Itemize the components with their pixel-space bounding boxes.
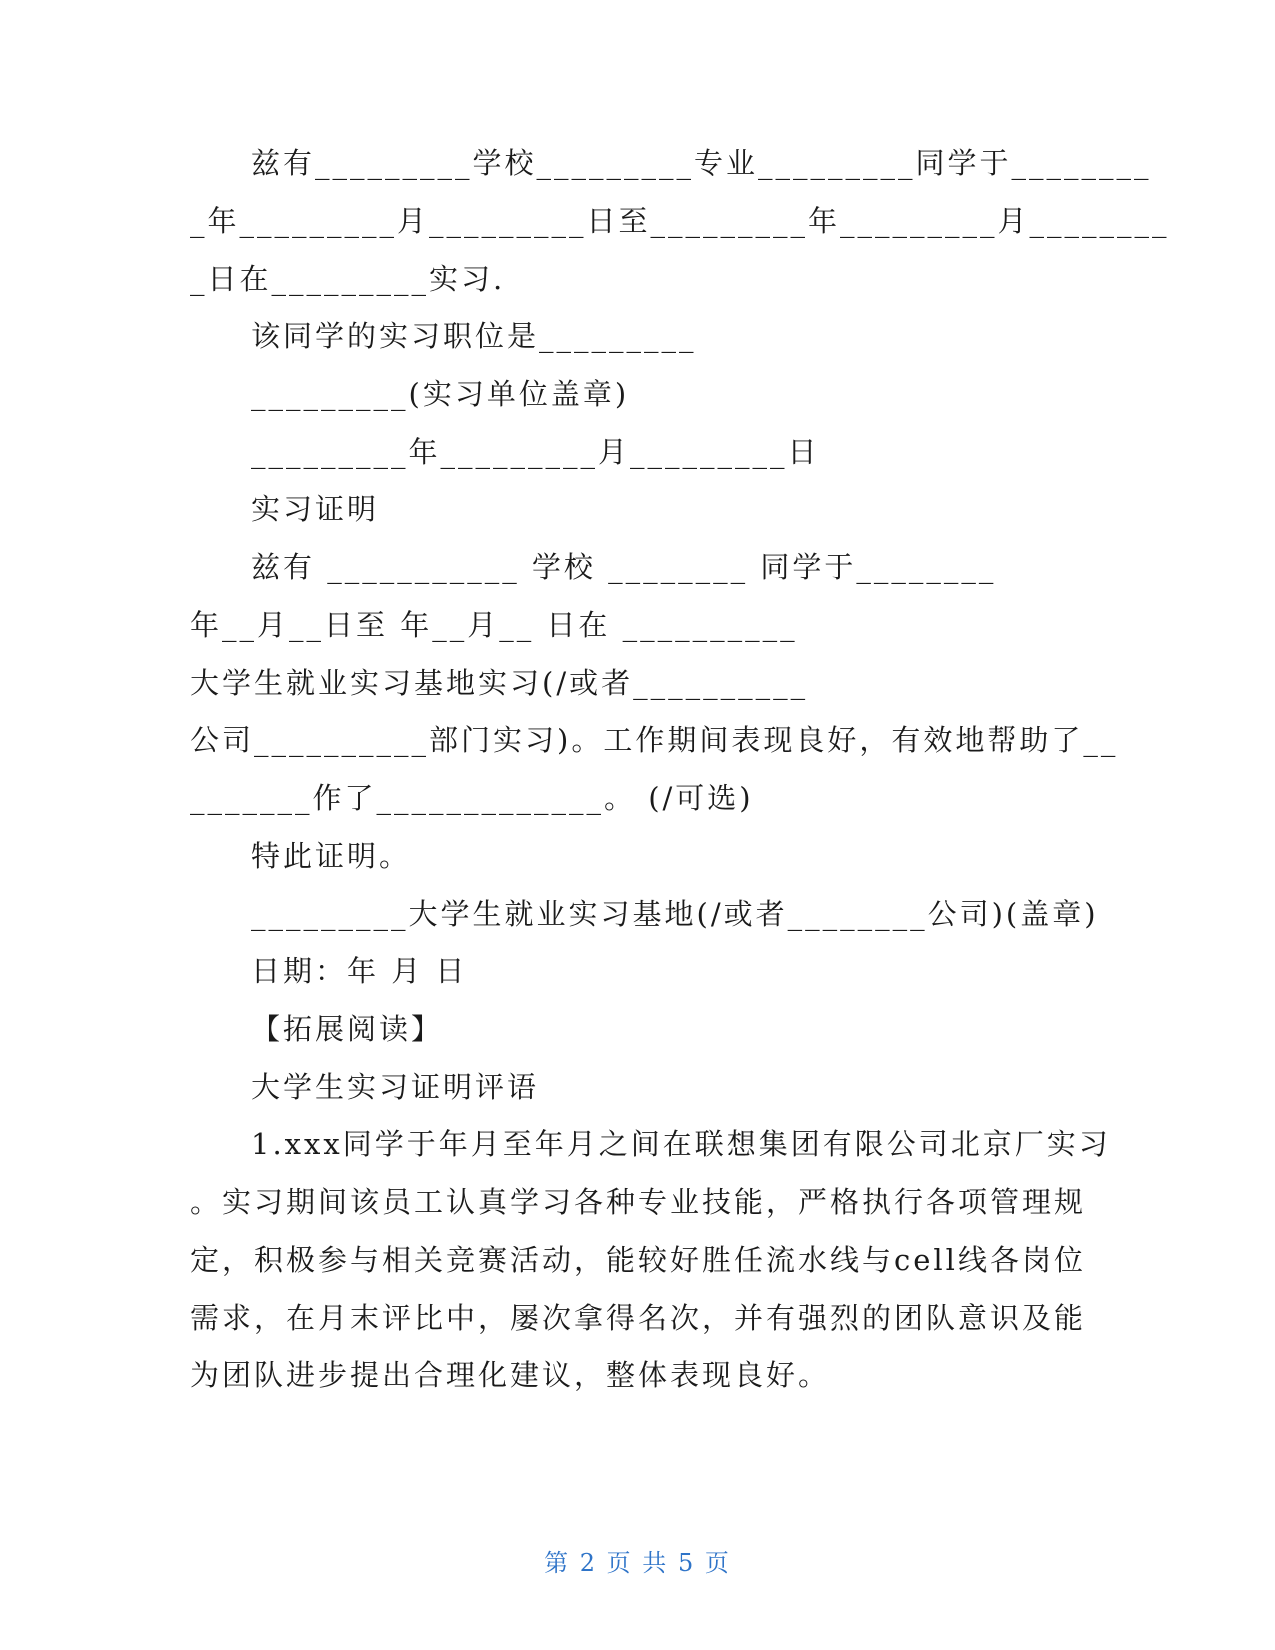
text-line-21: 需求，在月末评比中，屡次拿得名次，并有强烈的团队意识及能 xyxy=(190,1301,1087,1335)
section-heading-extended-reading: 【拓展阅读】 xyxy=(251,1012,444,1046)
text-line-3: _日在_________实习. xyxy=(190,262,506,296)
text-line-13: 特此证明。 xyxy=(251,839,412,873)
text-line-10: 大学生就业实习基地实习(/或者__________ xyxy=(190,666,809,700)
text-line-19: 。实习期间该员工认真学习各种专业技能，严格执行各项管理规 xyxy=(190,1185,1087,1219)
text-line-8: 兹有 ___________ 学校 ________ 同学于________ xyxy=(251,550,997,584)
text-line-5: _________(实习单位盖章) xyxy=(251,377,630,411)
section-heading-comments: 大学生实习证明评语 xyxy=(251,1070,540,1104)
text-line-1: 兹有_________学校_________专业_________同学于________ xyxy=(251,146,1152,180)
section-heading-internship-certificate: 实习证明 xyxy=(251,492,380,526)
text-line-9: 年__月__日至 年__月__ 日在 __________ xyxy=(190,608,798,642)
text-line-22: 为团队进步提出合理化建议，整体表现良好。 xyxy=(190,1358,831,1392)
date-line: 日期：年 月 日 xyxy=(251,954,468,988)
text-line-11: 公司__________部门实习)。工作期间表现良好，有效地帮助了__ xyxy=(190,723,1119,757)
text-line-18: 1.xxx同学于年月至年月之间在联想集团有限公司北京厂实习 xyxy=(251,1127,1111,1161)
text-line-12: _______作了_____________。 (/可选) xyxy=(190,781,754,815)
page-number-footer: 第 2 页 共 5 页 xyxy=(544,1549,731,1577)
text-line-6: _________年_________月_________日 xyxy=(251,435,820,469)
text-line-20: 定，积极参与相关竞赛活动，能较好胜任流水线与cell线各岗位 xyxy=(190,1243,1086,1277)
text-line-2: _年_________月_________日至_________年_________月________ xyxy=(190,204,1170,238)
text-line-4: 该同学的实习职位是_________ xyxy=(251,319,697,353)
text-line-14: _________大学生就业实习基地(/或者________公司)(盖章) xyxy=(251,897,1099,931)
